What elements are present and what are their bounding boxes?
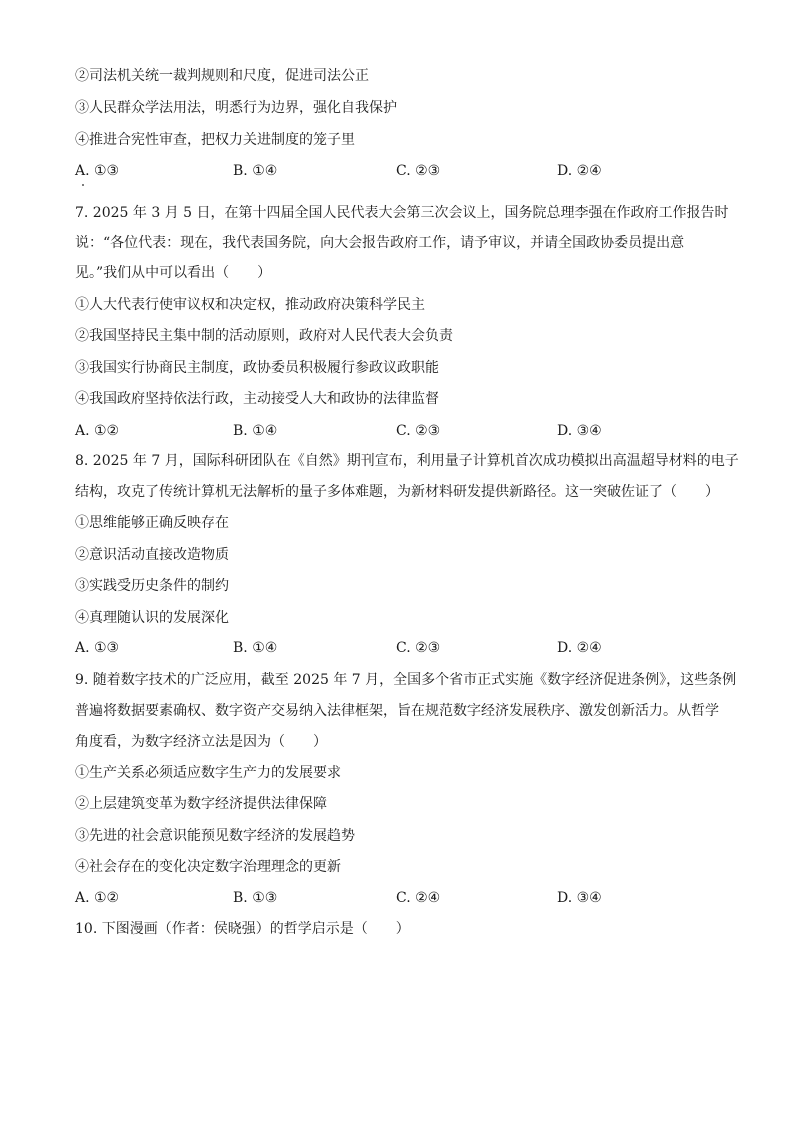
q8-stem-line-1: 8. 2025 年 7 月，国际科研团队在《自然》期刊宣布，利用量子计算机首次成功模拟出高温超导材料的电子 [75,453,739,469]
q9-option-a: A. ①② [75,890,120,906]
q8-stem-line-2: 结构，攻克了传统计算机无法解析的量子多体难题，为新材料研发提供新路径。这一突破佐证了（ ） [75,484,719,500]
scan-speck [82,184,84,186]
q6-option-c: C. ②③ [396,163,441,179]
q8-item-4: ④真理随认识的发展深化 [75,610,229,626]
q7-stem-line-2: 说：“各位代表：现在，我代表国务院，向大会报告政府工作，请予审议，并请全国政协委员提出意 [75,235,685,251]
q6-item-2: ②司法机关统一裁判规则和尺度，促进司法公正 [75,68,369,84]
q8-option-d: D. ②④ [557,640,602,656]
q8-item-2: ②意识活动直接改造物质 [75,547,229,563]
q7-item-3: ③我国实行协商民主制度，政协委员积极履行参政议政职能 [75,360,439,376]
q6-option-d: D. ②④ [557,163,602,179]
q8-option-b: B. ①④ [233,640,278,656]
q8-item-3: ③实践受历史条件的制约 [75,578,229,594]
q9-option-d: D. ③④ [557,890,602,906]
q9-option-b: B. ①③ [233,890,278,906]
q7-option-a: A. ①② [75,423,120,439]
q7-item-4: ④我国政府坚持依法行政，主动接受人大和政协的法律监督 [75,391,439,407]
q6-item-3: ③人民群众学法用法，明悉行为边界，强化自我保护 [75,100,397,116]
q9-item-4: ④社会存在的变化决定数字治理理念的更新 [75,859,341,875]
q9-item-3: ③先进的社会意识能预见数字经济的发展趋势 [75,828,355,844]
q8-option-c: C. ②③ [396,640,441,656]
q9-option-c: C. ②④ [396,890,441,906]
q9-stem-line-2: 普遍将数据要素确权、数字资产交易纳入法律框架，旨在规范数字经济发展秩序、激发创新活力。从哲学 [75,703,719,719]
q9-item-1: ①生产关系必须适应数字生产力的发展要求 [75,765,341,781]
q7-item-2: ②我国坚持民主集中制的活动原则，政府对人民代表大会负责 [75,328,453,344]
q9-stem-line-3: 角度看，为数字经济立法是因为（ ） [75,734,327,750]
q7-stem-line-1: 7. 2025 年 3 月 5 日，在第十四届全国人民代表大会第三次会议上，国务院总理李强在作政府工作报告时 [75,205,729,221]
q7-item-1: ①人大代表行使审议权和决定权，推动政府决策科学民主 [75,297,425,313]
q6-option-a: A. ①③ [75,163,120,179]
q7-option-b: B. ①④ [233,423,278,439]
q7-option-c: C. ②③ [396,423,441,439]
q10-stem: 10. 下图漫画（作者：侯晓强）的哲学启示是（ ） [75,921,410,937]
q6-item-4: ④推进合宪性审查，把权力关进制度的笼子里 [75,132,355,148]
q9-stem-line-1: 9. 随着数字技术的广泛应用，截至 2025 年 7 月，全国多个省市正式实施《数字经济促进条例》，这些条例 [75,672,737,688]
q8-option-a: A. ①③ [75,640,120,656]
q7-option-d: D. ③④ [557,423,602,439]
q7-stem-line-3: 见。”我们从中可以看出（ ） [75,265,272,281]
q8-item-1: ①思维能够正确反映存在 [75,515,229,531]
q6-option-b: B. ①④ [233,163,278,179]
q9-item-2: ②上层建筑变革为数字经济提供法律保障 [75,796,327,812]
